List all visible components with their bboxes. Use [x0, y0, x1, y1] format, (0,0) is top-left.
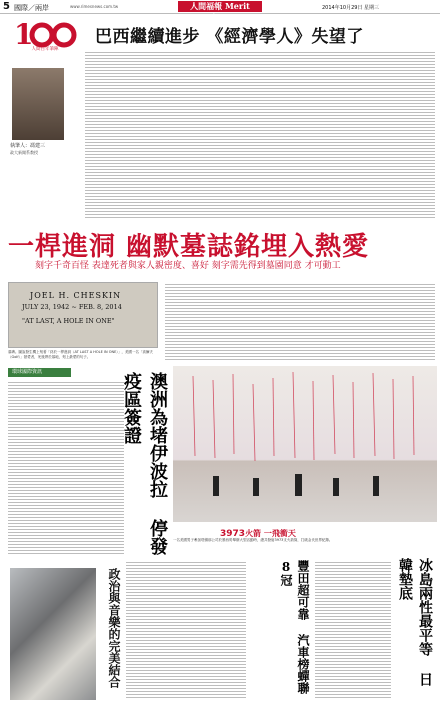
author-byline: 執筆人：馮建三	[10, 143, 46, 149]
section-title: 國際／兩岸	[14, 4, 49, 12]
epitaph-subheadline: 刻字千奇百怪 表達死者與家人親密度、喜好 刻字需先得到墓園同意 才可動工	[35, 261, 341, 271]
website-url: www.rimesnews.com.tw	[70, 4, 119, 9]
tombstone-name: JOEL H. CHESKIN	[30, 291, 122, 300]
tombstone-epitaph: "AT LAST, A HOLE IN ONE"	[22, 317, 115, 325]
centennial-logo	[12, 18, 78, 60]
issue-date: 2014年10月29日 星期三	[322, 5, 380, 11]
musician-photo	[10, 568, 96, 700]
toyota-headline: 豐田超可靠 汽車榜蟬聯8冠	[279, 560, 310, 694]
toyota-article-body	[315, 560, 391, 700]
masthead-logo: 人間福報 Merit Times	[178, 1, 262, 12]
iceland-headline: 冰島兩性最平等 日韓墊底	[397, 558, 433, 686]
fireworks-count: 3973	[220, 529, 246, 539]
epitaph-article-body	[165, 282, 435, 360]
page-number: 5	[3, 1, 10, 12]
australia-headline: 澳洲為堵伊波拉 停發疫區簽證	[121, 372, 168, 555]
top-article-headline: 巴西繼續進步 《經濟學人》失望了	[95, 27, 364, 47]
fireworks-streaks	[173, 366, 437, 522]
tombstone-caption: 墓碑。圖說發生機上刻著「終於一桿進洞（AT LAST A HOLE IN ONE）」，美國一名「高爾夫（Golf）」熱愛者，死後葬於墓地，刻上最愛的句子。	[8, 350, 154, 359]
page-header	[0, 0, 440, 22]
svg-text:1: 1	[14, 18, 34, 51]
world-news-body	[8, 380, 124, 556]
logo-caption: 人間百年筆陣	[31, 47, 59, 52]
author-title: 政大新聞系教授	[10, 150, 38, 155]
epitaph-headline: 一桿進洞 幽默墓誌銘埋入熱愛	[8, 232, 370, 262]
section-label: 環球國際資訊	[8, 368, 71, 377]
tombstone-dates: JULY 23, 1942 ~ FEB. 8, 2014	[22, 303, 122, 311]
music-politics-headline: 政治與音樂的完美結合	[107, 568, 121, 688]
fireworks-photo	[173, 366, 437, 522]
fireworks-photo-note: 一名美國男子參加塔錫那公司於墨西哥舉辦大型活動時，總共發射3973支火箭筒，打破金氏世界紀錄。	[173, 538, 333, 542]
fireworks-caption-text: 火箭 一飛衝天	[245, 529, 296, 538]
top-article-body	[85, 50, 435, 218]
author-photo	[12, 68, 64, 140]
music-article-body	[126, 560, 246, 700]
